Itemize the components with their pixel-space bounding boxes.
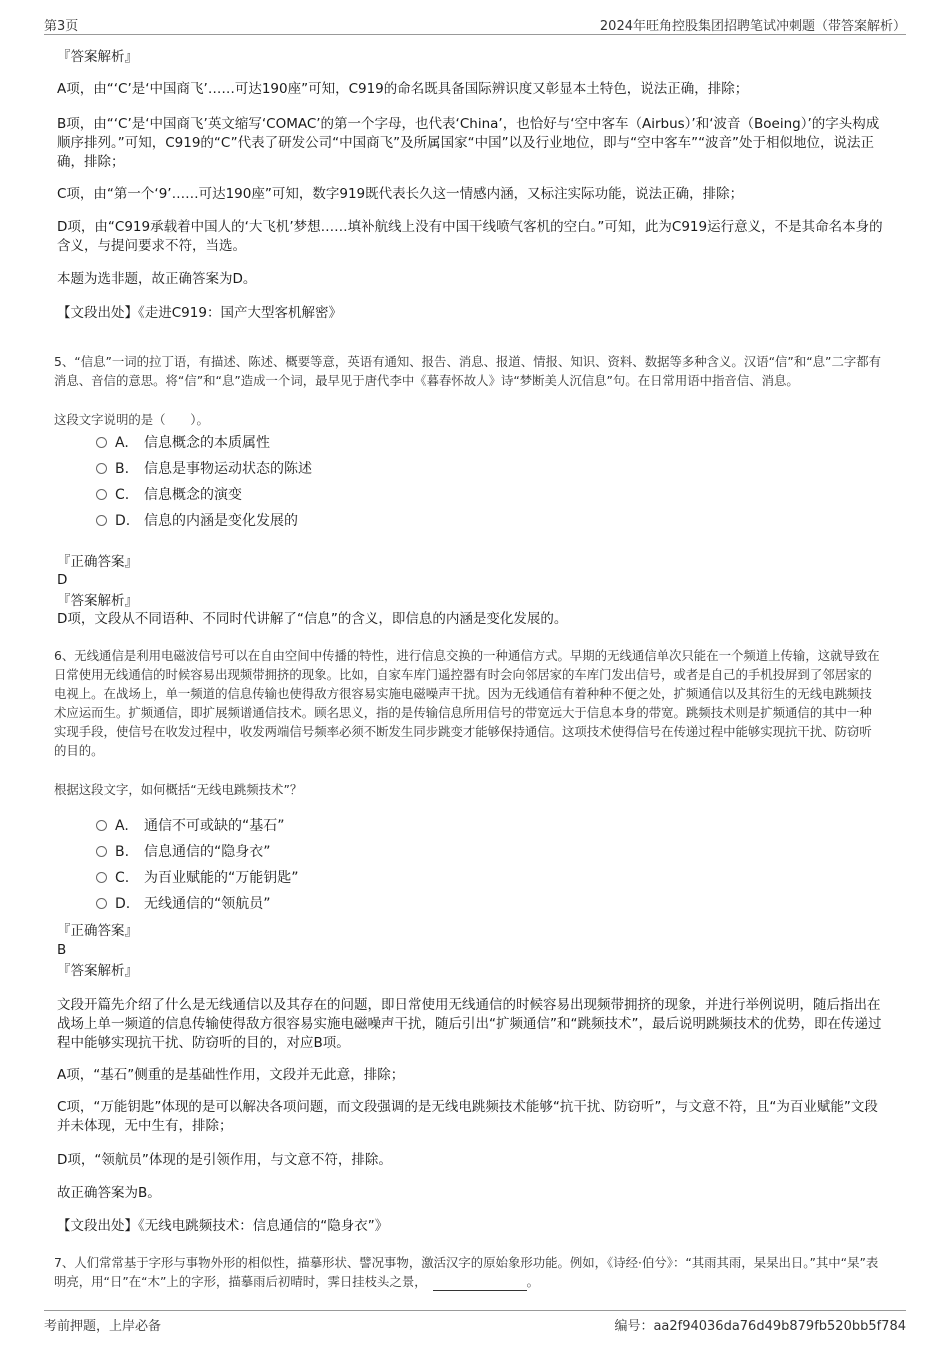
q6-option-c[interactable]: C. 为百业赋能的“万能钥匙” [96, 868, 299, 888]
answer-blank[interactable] [433, 1276, 527, 1291]
q4-analysis-d: D项，由“C919承载着中国人的‘大飞机’梦想……填补航线上没有中国干线喷气客机的空白。”可知，此为C919运行意义，不是其命名本身的含义，与提问要求不符，当选。 [57, 219, 883, 254]
q5-answer-label: 『正确答案』 [57, 554, 138, 570]
q6-question: 根据这段文字，如何概括“无线电跳频技术”？ [54, 782, 303, 797]
radio-icon[interactable] [96, 515, 107, 526]
footer-slogan: 考前押题，上岸必备 [44, 1319, 162, 1334]
q5-analysis: D项，文段从不同语种、不同时代讲解了“信息”的含义，即信息的内涵是变化发展的。 [57, 611, 568, 627]
q6-analysis-label: 『答案解析』 [57, 963, 138, 979]
q6-conclusion: 故正确答案为B。 [57, 1185, 161, 1201]
radio-icon[interactable] [96, 437, 107, 448]
q6-option-b[interactable]: B. 信息通信的“隐身衣” [96, 842, 271, 862]
q6-analysis-a: A项，“基石”侧重的是基础性作用，文段并无此意，排除； [57, 1067, 405, 1083]
q4-analysis-a: A项，由“‘C’是‘中国商飞’……可达190座”可知，C919的命名既具备国际辨识度又彰显本土特色，说法正确，排除； [57, 81, 749, 97]
q7-stem: 7、人们常常基于字形与事物外形的相似性，描摹形状、譬况事物，激活汉字的原始象形功能。例如，《诗经·伯兮》：“其雨其雨，杲杲出日。”其中“杲”表明亮，用“日”在“木”上的字形，描摹雨后初晴时，霁日挂枝头之景， 。 [54, 1255, 879, 1289]
q4-analysis-label: 『答案解析』 [57, 49, 138, 65]
q4-conclusion: 本题为选非题，故正确答案为D。 [57, 271, 257, 287]
q5-question: 这段文字说明的是（ ）。 [54, 412, 209, 427]
document-id: 编号：aa2f94036da76d49b879fb520bb5f784 [614, 1319, 906, 1334]
q6-answer: B [57, 942, 67, 958]
q4-analysis-c: C项，由“第一个‘9’……可达190座”可知，数字919既代表长久这一情感内涵，又标注实际功能，说法正确，排除； [57, 186, 744, 202]
radio-icon[interactable] [96, 846, 107, 857]
q5-analysis-label: 『答案解析』 [57, 593, 138, 609]
page-header [44, 12, 906, 35]
q5-answer: D [57, 572, 68, 588]
q6-stem: 6、无线通信是利用电磁波信号可以在自由空间中传播的特性，进行信息交换的一种通信方式。早期的无线通信单次只能在一个频道上传输，这就导致在日常使用无线通信的时候容易出现频带拥挤的现象。比如，自家车库门遥控器有时会向邻居家的车库门发出信号，或者是自己的手机投屏到了邻居家的电视上。在战场上，单一频道的信息传输也使得敌方很容易实施电磁噪声干扰。因为无线通信有着种种不便之处，扩频通信以及其衍生的无线电跳频技术应运而生。扩频通信，即扩展频谱通信技术。顾名思义，指的是传输信息所用信号的带宽远大于信息本身的带宽。跳频技术则是扩频通信的其中一种实现手段，使信号在收发过程中，收发两端信号频率必须不断发生同步跳变才能够保持通信。这项技术使得信号在传递过程中能够实现抗干扰、防窃听的目的。 [54, 648, 880, 758]
q4-source: 【文段出处】《走进C919：国产大型客机解密》 [57, 305, 342, 321]
q5-option-d[interactable]: D. 信息的内涵是变化发展的 [96, 511, 298, 531]
page-number: 第3页 [44, 19, 79, 34]
q5-option-a[interactable]: A. 信息概念的本质属性 [96, 433, 270, 453]
page-footer [44, 1310, 906, 1333]
q6-analysis-d: D项，“领航员”体现的是引领作用，与文意不符，排除。 [57, 1152, 392, 1168]
q5-option-b[interactable]: B. 信息是事物运动状态的陈述 [96, 459, 312, 479]
q6-analysis: 文段开篇先介绍了什么是无线通信以及其存在的问题，即日常使用无线通信的时候容易出现频带拥挤的现象，并进行举例说明，随后指出在战场上单一频道的信息传输使得敌方很容易实施电磁噪声干扰，随后引出“扩频通信”和“跳频技术”，最后说明跳频技术的优势，即在传递过程中能够实现抗干扰、防窃听的目的，对应B项。 [57, 997, 882, 1051]
radio-icon[interactable] [96, 489, 107, 500]
q6-analysis-c: C项，“万能钥匙”体现的是可以解决各项问题，而文段强调的是无线电跳频技术能够“抗干扰、防窃听”，与文意不符，且“为百业赋能”文段并未体现，无中生有，排除； [57, 1099, 878, 1134]
radio-icon[interactable] [96, 820, 107, 831]
q6-source: 【文段出处】《无线电跳频技术：信息通信的“隐身衣”》 [57, 1218, 389, 1234]
radio-icon[interactable] [96, 463, 107, 474]
document-title: 2024年旺角控股集团招聘笔试冲刺题（带答案解析） [599, 19, 906, 34]
radio-icon[interactable] [96, 872, 107, 883]
q6-answer-label: 『正确答案』 [57, 923, 138, 939]
q5-stem: 5、“信息”一词的拉丁语，有描述、陈述、概要等意，英语有通知、报告、消息、报道、情报、知识、资料、数据等多种含义。汉语“信”和“息”二字都有消息、音信的意思。将“信”和“息”造成一个词，最早见于唐代李中《暮春怀故人》诗“梦断美人沉信息”句。在日常用语中指音信、消息。 [54, 354, 882, 388]
q6-option-d[interactable]: D. 无线通信的“领航员” [96, 894, 271, 914]
q4-analysis-b: B项，由“‘C’是‘中国商飞’英文缩写‘COMAC’的第一个字母，也代表‘China’，也恰好与‘空中客车（Airbus）’和‘波音（Boeing）’的字头构成顺序排列。”可知，C919的“C”代表了研发公司“中国商飞”及所属国家“中国”以及行业地位，即与“空中客车”“波音”处于相似地位，说法正确，排除； [57, 116, 880, 170]
q6-option-a[interactable]: A. 通信不可或缺的“基石” [96, 816, 285, 836]
q5-option-c[interactable]: C. 信息概念的演变 [96, 485, 242, 505]
radio-icon[interactable] [96, 898, 107, 909]
